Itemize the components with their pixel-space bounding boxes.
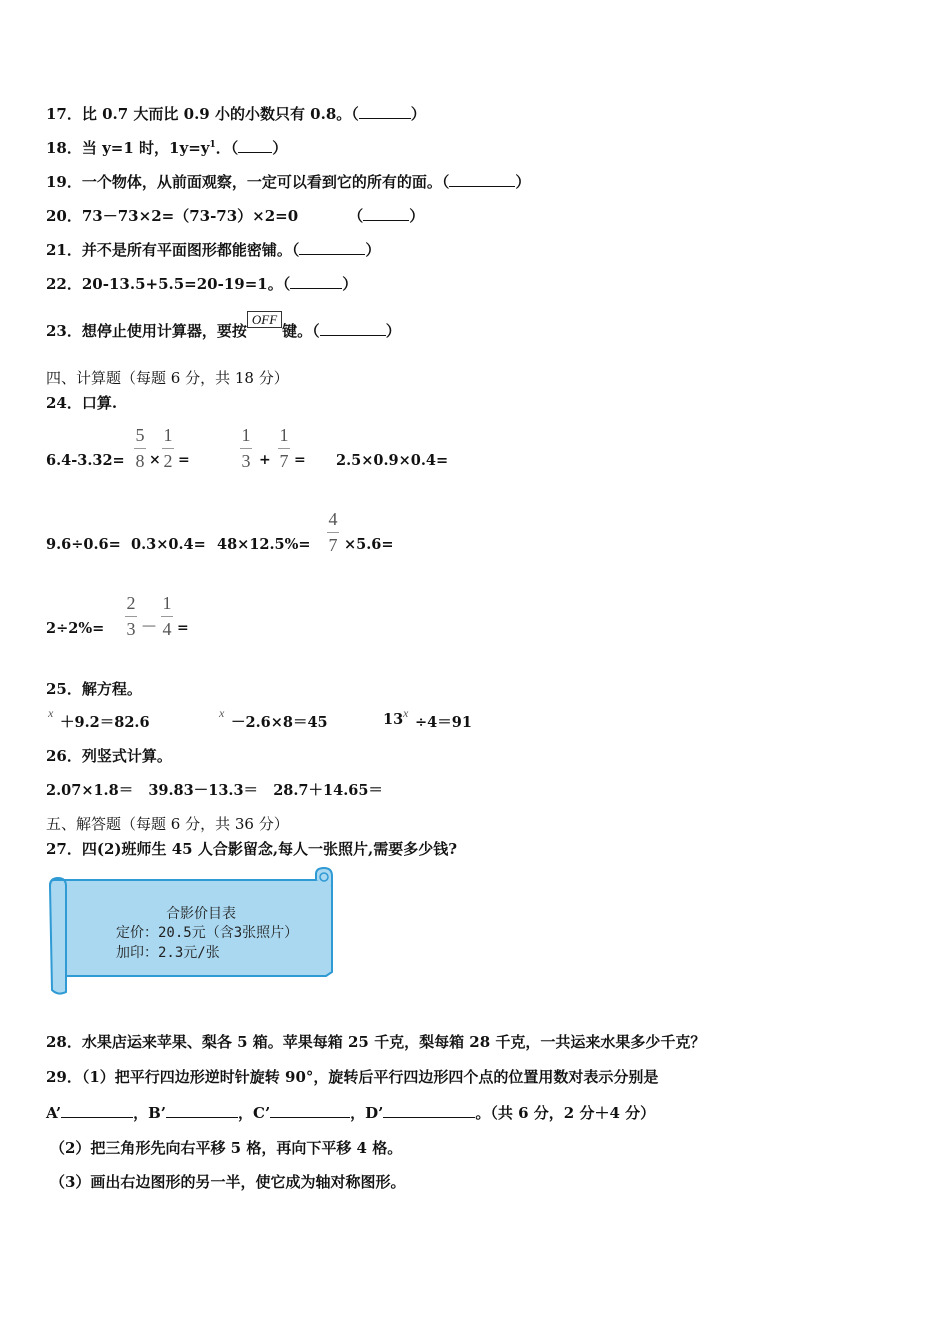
question-28: 28．水果店运来苹果、梨各 5 箱。苹果每箱 25 千克，梨每箱 28 千克，一共运来水果多少千克？ bbox=[46, 1033, 706, 1051]
fraction-numerator: 1 bbox=[241, 425, 251, 445]
calc-times-5-6: ×5.6= bbox=[344, 536, 394, 553]
plus-sign: + bbox=[259, 452, 271, 468]
calc-6-4-minus: 6.4-3.32= bbox=[46, 452, 125, 469]
answer-blank-d[interactable] bbox=[383, 1103, 475, 1118]
calc-2-5-times: 2.5×0.9×0.4= bbox=[336, 452, 449, 469]
answer-blank[interactable] bbox=[299, 240, 365, 255]
fraction-denominator: 3 bbox=[126, 619, 136, 639]
calc-9-6-div: 9.6÷0.6= bbox=[46, 536, 121, 553]
question-29-part-3: （3）画出右边图形的另一半，使它成为轴对称图形。 bbox=[50, 1173, 406, 1191]
answer-blank-c[interactable] bbox=[270, 1103, 350, 1118]
equation-1: ＋9.2＝82.6 bbox=[60, 714, 150, 731]
question-19: 19．一个物体，从前面观察，一定可以看到它的所有的面。（ ） bbox=[46, 173, 531, 191]
fraction-numerator: 1 bbox=[163, 425, 173, 445]
calc-0-3-times: 0.3×0.4= bbox=[131, 536, 206, 553]
fraction-bar bbox=[125, 616, 137, 617]
question-22: 22．20-13.5+5.5=20-19=1。（ ） bbox=[46, 275, 358, 293]
fraction-numerator: 4 bbox=[328, 509, 338, 529]
fraction-denominator: 7 bbox=[279, 451, 289, 471]
fraction-bar bbox=[327, 532, 339, 533]
answer-blank[interactable] bbox=[320, 321, 386, 336]
fraction-denominator: 7 bbox=[328, 535, 338, 555]
fraction-denominator: 8 bbox=[135, 451, 145, 471]
equation-3: ÷4＝91 bbox=[415, 714, 472, 731]
fraction-numerator: 2 bbox=[126, 593, 136, 613]
answer-blank[interactable] bbox=[449, 172, 515, 187]
variable-x: x bbox=[48, 706, 54, 720]
fraction-bar bbox=[240, 448, 252, 449]
answer-blank[interactable] bbox=[363, 206, 409, 221]
equals-sign: = bbox=[294, 452, 306, 468]
equals-sign: = bbox=[178, 452, 190, 468]
fraction-numerator: 1 bbox=[279, 425, 289, 445]
answer-blank[interactable] bbox=[290, 274, 342, 289]
price-list-heading: 合影价目表 bbox=[166, 906, 236, 922]
vertical-calc-expressions: 2.07×1.8＝ 39.83－13.3＝ 28.7＋14.65＝ bbox=[46, 782, 383, 799]
section-4-title: 四、计算题（每题 6 分，共 18 分） bbox=[46, 369, 289, 387]
equals-sign: = bbox=[177, 620, 189, 636]
section-5-title: 五、解答题（每题 6 分，共 36 分） bbox=[46, 815, 289, 833]
question-24-title: 24．口算. bbox=[46, 394, 118, 412]
question-23: 23．想停止使用计算器，要按OFF键。（ ） bbox=[46, 312, 401, 340]
answer-blank-b[interactable] bbox=[166, 1103, 238, 1118]
question-21: 21．并不是所有平面图形都能密铺。（ ） bbox=[46, 241, 381, 259]
variable-x: x bbox=[403, 706, 409, 720]
calc-2-div-percent: 2÷2%= bbox=[46, 620, 105, 637]
fraction-bar bbox=[161, 616, 173, 617]
question-29-part-1: 29．（1）把平行四边形逆时针旋转 90°，旋转后平行四边形四个点的位置用数对表示分别是 bbox=[46, 1068, 659, 1086]
fraction-denominator: 4 bbox=[162, 619, 172, 639]
variable-x: x bbox=[219, 706, 225, 720]
question-27-title: 27．四(2)班师生 45 人合影留念,每人一张照片,需要多少钱? bbox=[46, 840, 458, 858]
price-list-line-2: 加印：2.3元/张 bbox=[116, 945, 220, 961]
calc-48-percent: 48×12.5%= bbox=[217, 536, 311, 553]
answer-blank-a[interactable] bbox=[61, 1103, 133, 1118]
question-17: 17．比 0.7 大而比 0.9 小的小数只有 0.8。（ ） bbox=[46, 105, 426, 123]
question-18: 18．当 y=1 时，$1y=y^1$．（ ） bbox=[46, 139, 288, 157]
fraction-bar bbox=[162, 448, 174, 449]
question-25-title: 25．解方程。 bbox=[46, 680, 142, 698]
fraction-denominator: 2 bbox=[163, 451, 173, 471]
fraction-bar bbox=[134, 448, 146, 449]
equation-3-coef: 13 bbox=[383, 711, 404, 728]
fraction-numerator: 1 bbox=[162, 593, 172, 613]
minus-sign: — bbox=[142, 618, 156, 634]
fraction-numerator: 5 bbox=[135, 425, 145, 445]
question-26-title: 26．列竖式计算。 bbox=[46, 747, 172, 765]
price-list-line-1: 定价：20.5元（含3张照片） bbox=[116, 925, 299, 941]
question-20: 20．73－73×2=（73-73）×2=0 （ ） bbox=[46, 207, 425, 225]
answer-blank[interactable] bbox=[238, 138, 272, 153]
answer-blank[interactable] bbox=[359, 104, 411, 119]
fraction-bar bbox=[278, 448, 290, 449]
question-29-part-2: （2）把三角形先向右平移 5 格，再向下平移 4 格。 bbox=[50, 1139, 403, 1157]
fraction-denominator: 3 bbox=[241, 451, 251, 471]
question-29-answers: A’ ，B’ ，C’ ，D’ 。（共 6 分，2 分＋4 分） bbox=[46, 1104, 656, 1122]
times-sign: × bbox=[149, 452, 161, 468]
off-key-icon: OFF bbox=[247, 311, 282, 328]
equation-2: －2.6×8＝45 bbox=[231, 714, 328, 731]
